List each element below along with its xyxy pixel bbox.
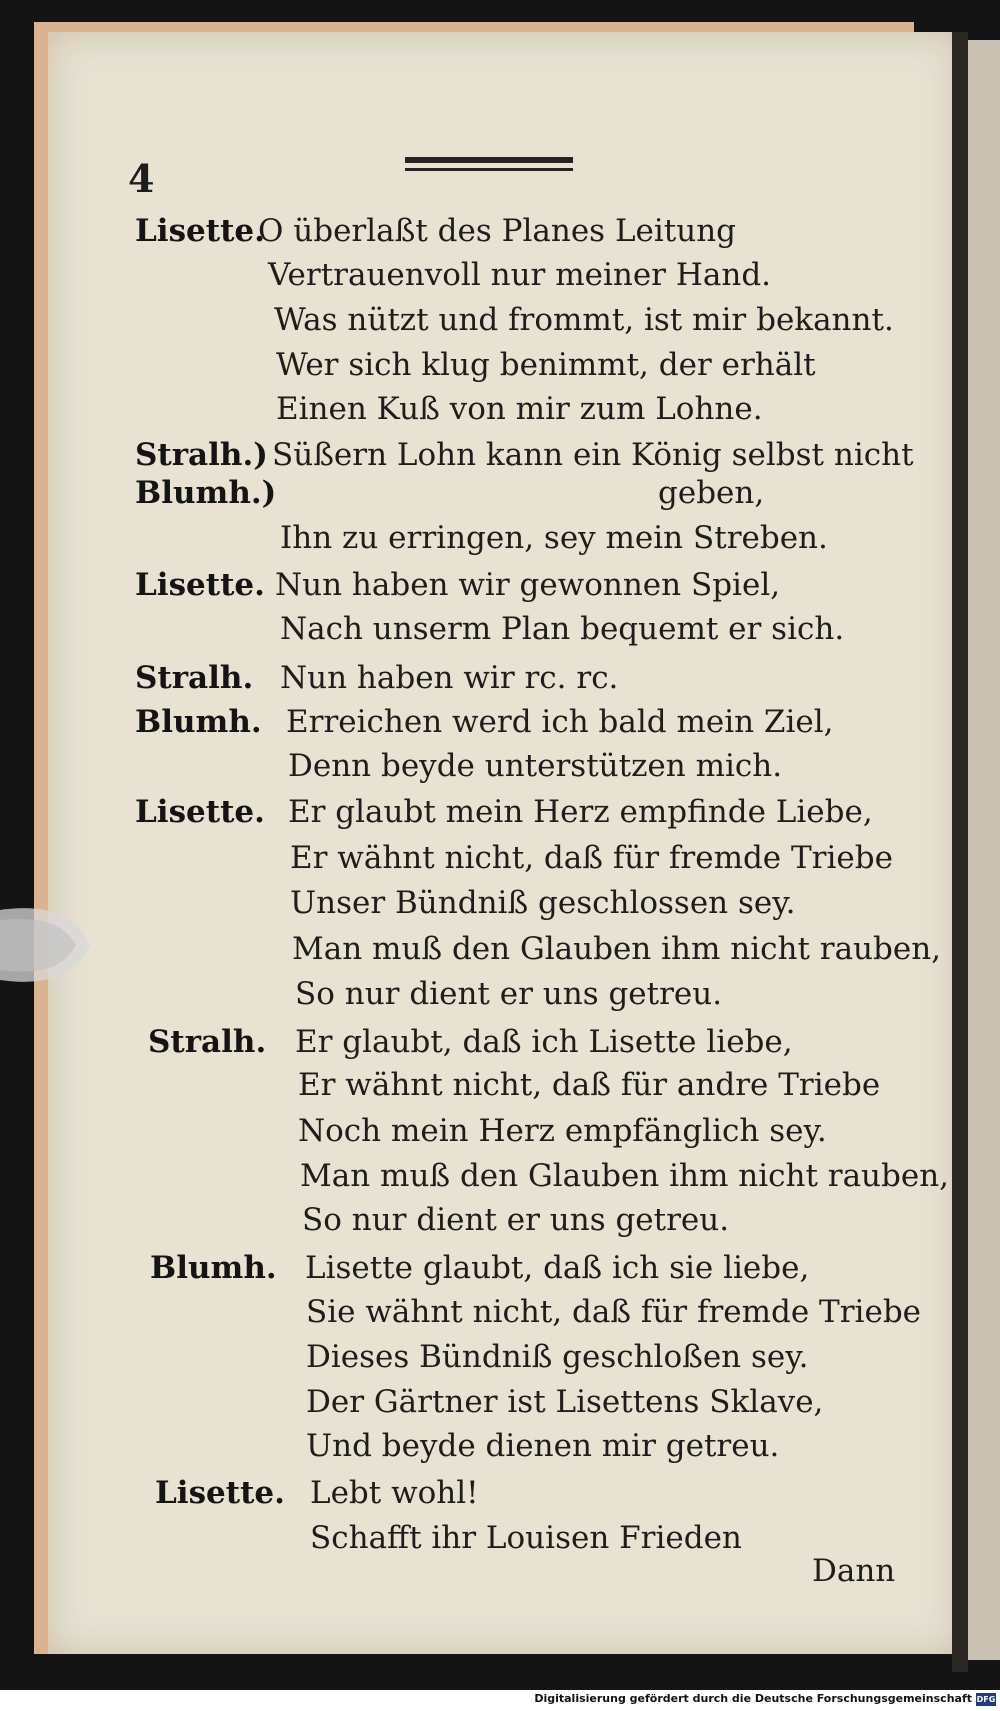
verse-line: Ihn zu erringen, sey mein Streben. bbox=[280, 520, 828, 556]
verse-line: Süßern Lohn kann ein König selbst nicht bbox=[272, 437, 914, 473]
verse-line: geben, bbox=[658, 475, 765, 511]
verse-line: Schafft ihr Louisen Frieden bbox=[310, 1520, 742, 1556]
verse-line: Nun haben wir gewonnen Spiel, bbox=[275, 567, 781, 603]
verse-line: O überlaßt des Planes Leitung bbox=[258, 213, 737, 249]
catchword: Dann bbox=[812, 1553, 896, 1589]
verse-line: Sie wähnt nicht, daß für fremde Triebe bbox=[306, 1294, 922, 1330]
verse-line: Der Gärtner ist Lisettens Sklave, bbox=[306, 1384, 824, 1420]
digitization-footer bbox=[0, 1690, 1000, 1711]
verse-line: Vertrauenvoll nur meiner Hand. bbox=[268, 257, 772, 293]
speaker-name: Lisette. bbox=[135, 567, 265, 603]
verse-line: Lebt wohl! bbox=[310, 1475, 479, 1511]
adjacent-page-edge bbox=[968, 40, 1000, 1660]
verse-line: Er glaubt mein Herz empfinde Liebe, bbox=[288, 794, 873, 830]
verse-line: Erreichen werd ich bald mein Ziel, bbox=[286, 704, 834, 740]
speaker-name: Lisette. bbox=[135, 794, 265, 830]
speaker-name: Stralh.) bbox=[135, 437, 268, 473]
page-clip-icon bbox=[0, 890, 100, 1000]
verse-line: Er wähnt nicht, daß für andre Triebe bbox=[298, 1067, 881, 1103]
verse-line: Er wähnt nicht, daß für fremde Triebe bbox=[290, 840, 893, 876]
verse-line: So nur dient er uns getreu. bbox=[295, 976, 723, 1012]
verse-line: Unser Bündniß geschlossen sey. bbox=[290, 885, 796, 921]
verse-line: So nur dient er uns getreu. bbox=[302, 1202, 730, 1238]
speaker-name: Blumh. bbox=[150, 1250, 277, 1286]
speaker-name: Stralh. bbox=[135, 660, 254, 696]
speaker-name: Stralh. bbox=[148, 1024, 267, 1060]
verse-line: Dieses Bündniß geschloßen sey. bbox=[306, 1339, 809, 1375]
verse-line: Man muß den Glauben ihm nicht rauben, bbox=[292, 931, 942, 967]
verse-line: Noch mein Herz empfänglich sey. bbox=[298, 1113, 827, 1149]
footer-credit: Digitalisierung gefördert durch die Deutsche Forschungsgemeinschaft bbox=[534, 1692, 972, 1705]
verse-line: Und beyde dienen mir getreu. bbox=[306, 1428, 780, 1464]
verse-line: Wer sich klug benimmt, der erhält bbox=[276, 347, 816, 383]
verse-line: Was nützt und frommt, ist mir bekannt. bbox=[274, 302, 894, 338]
verse-line: Nach unserm Plan bequemt er sich. bbox=[280, 611, 845, 647]
verse-line: Nun haben wir rc. rc. bbox=[280, 660, 619, 696]
speaker-name: Lisette. bbox=[155, 1475, 285, 1511]
dfg-logo-icon: DFG bbox=[976, 1695, 996, 1704]
verse-line: Man muß den Glauben ihm nicht rauben, bbox=[300, 1158, 950, 1194]
book-gutter bbox=[952, 32, 968, 1672]
verse-line: Er glaubt, daß ich Lisette liebe, bbox=[295, 1024, 793, 1060]
speaker-name: Lisette. bbox=[135, 213, 265, 249]
speaker-name: Blumh.) bbox=[135, 475, 277, 511]
page-number: 4 bbox=[128, 156, 155, 201]
header-rule bbox=[405, 157, 573, 171]
speaker-name: Blumh. bbox=[135, 704, 262, 740]
verse-line: Lisette glaubt, daß ich sie liebe, bbox=[305, 1250, 810, 1286]
verse-line: Einen Kuß von mir zum Lohne. bbox=[276, 391, 763, 427]
verse-line: Denn beyde unterstützen mich. bbox=[288, 748, 783, 784]
